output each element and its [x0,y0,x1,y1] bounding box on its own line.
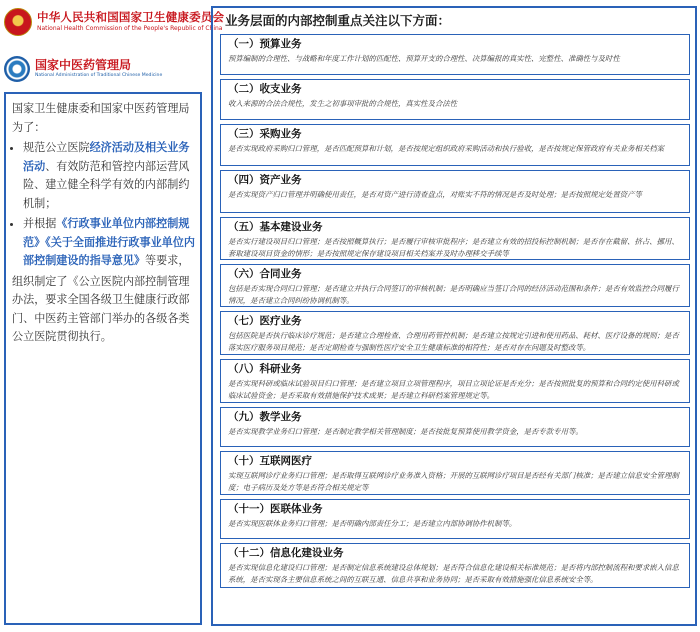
focus-item-research [220,359,690,403]
national-emblem-icon [4,8,32,36]
item-title: （九）教学业务 [228,411,302,423]
focus-item-budget [220,34,690,75]
item-title: （十二）信息化建设业务 [228,547,344,559]
focus-item-medical [220,311,690,355]
basis-post: 等要求， [145,254,190,267]
background-panel [4,92,202,625]
focus-item-procurement [220,124,690,166]
item-body: 包括医院是否执行临床诊疗规范；是否建立合理检查、合理用药管控机制；是否建立按规定引进和使用药品、耗材、医疗设备的规则；是否落实医疗服务项目规范；是否定期检查与强制性医疗安全卫生健康标准的相符性；是否对存在问题及时整改等。 [228,331,679,352]
focus-item-assets [220,170,690,213]
natcm-logo [4,54,210,84]
item-title: （十）互联网医疗 [228,455,312,467]
item-title: （三）采购业务 [228,128,302,140]
panel-heading: 业务层面的内部控制重点关注以下方面： [225,13,451,28]
purpose-post: 、有效防范和管控内部运营风险、建立健全科学有效的内部制约机制； [23,159,190,210]
basis-highlight: 《行政事业单位内部控制规范》《关于全面推进行政事业单位内部控制建设的指导意见》 [23,217,195,267]
item-title: （一）预算业务 [228,38,302,50]
focus-item-it-construction [220,543,690,588]
item-body: 是否实现信息化建设归口管理；是否制定信息系统建设总体规划；是否符合信息化建设相关标准规范；是否将内部控制流程和要求嵌入信息系统，是否实现各主要信息系统之间的互联互通、信息共享和业务协同；是否采取有效措施强化信息系统安全等。 [228,563,679,584]
item-title: （八）科研业务 [228,363,302,375]
purpose-list [12,139,195,271]
item-body: 是否实现教学业务归口管理；是否制定教学相关管理制度；是否按批复预算使用教学资金，是否专款专用等。 [228,427,583,436]
item-body: 收入来源的合法合规性，发生之初事项审批的合规性，真实性及合法性 [228,99,458,108]
focus-item-teaching [220,407,690,447]
purpose-item [23,139,195,213]
natcm-name-en: National Administration of Traditional Chinese Medicine [35,73,163,79]
item-title: （五）基本建设业务 [228,221,323,233]
item-body: 是否实行建设项目归口管理；是否按照概算执行；是否履行审核审批程序；是否建立有效的招投标控制机制；是否存在截留、挤占、挪用、套取建设项目资金的情形；是否按照规定保存建设项目相关档案并及时办理移交手续等 [228,237,679,258]
focus-item-contracts [220,264,690,307]
basis-pre: 并根据 [23,217,57,230]
natcm-emblem-icon [4,56,30,82]
natcm-name-cn: 国家中医药管理局 [35,58,132,73]
nhc-name-en: National Health Commission of the People's Republic of China [37,25,223,33]
basis-item [23,215,195,271]
item-title: （七）医疗业务 [228,315,302,327]
item-body: 是否实现资产归口管理并明确使用责任，是否对资产进行清查盘点，对账实不符的情况是否及时处理；是否按照规定处置资产等 [228,190,642,199]
item-body: 预算编制的合理性、与战略和年度工作计划的匹配性、预算开支的合理性、决算编报的真实性、完整性、准确性与及时性 [228,54,620,63]
item-body: 是否实现医联体业务归口管理；是否明确内部责任分工；是否建立内部协调协作机制等。 [228,519,517,528]
focus-item-construction [220,217,690,260]
item-body: 包括是否实现合同归口管理；是否建立并执行合同签订的审核机制；是否明确应当签订合同的经济活动范围和条件；是否有效监控合同履行情况，是否建立合同纠纷协调机制等。 [228,284,679,305]
item-title: （四）资产业务 [228,174,302,186]
nhc-name-cn: 中华人民共和国国家卫生健康委员会 [37,9,225,24]
focus-item-internet-medicine [220,451,690,495]
purpose-pre: 规范公立医院 [23,141,90,154]
conclusion-text: 组织制定了《公立医院内部控制管理办法，要求全国各级卫生健康行政部门、中医药主管部门举办的各级各类公立医院贯彻执行。 [12,274,190,343]
item-title: （十一）医联体业务 [228,503,323,515]
item-body: 是否实现政府采购归口管理，是否匹配预算和计划，是否按规定组织政府采购活动和执行验收，是否按规定保管政府有关业务相关档案 [228,144,665,153]
item-body: 是否实现科研或临床试验项目归口管理；是否建立项目立项管理程序，项目立项论证是否充分；是否按照批复的预算和合同约定使用科研或临床试验资金；是否采取有效措施保护技术成果；是否建立科研档案管理规定等。 [228,379,679,400]
focus-item-medical-alliance [220,499,690,539]
focus-item-revenue [220,79,690,120]
item-body: 实现互联网诊疗业务归口管理；是否取得互联网诊疗业务准入资格；开展的互联网诊疗项目是否经有关部门核准；是否建立信息安全管理制度；电子病历及处方等是否符合相关规定等 [228,471,679,492]
nhc-logo [4,6,225,38]
item-title: （二）收支业务 [228,83,302,95]
item-title: （六）合同业务 [228,268,302,280]
purpose-highlight: 经济活动及相关业务活动 [23,141,190,173]
key-focus-panel [211,6,697,626]
intro-text: 国家卫生健康委和国家中医药管理局为了： [12,102,190,134]
